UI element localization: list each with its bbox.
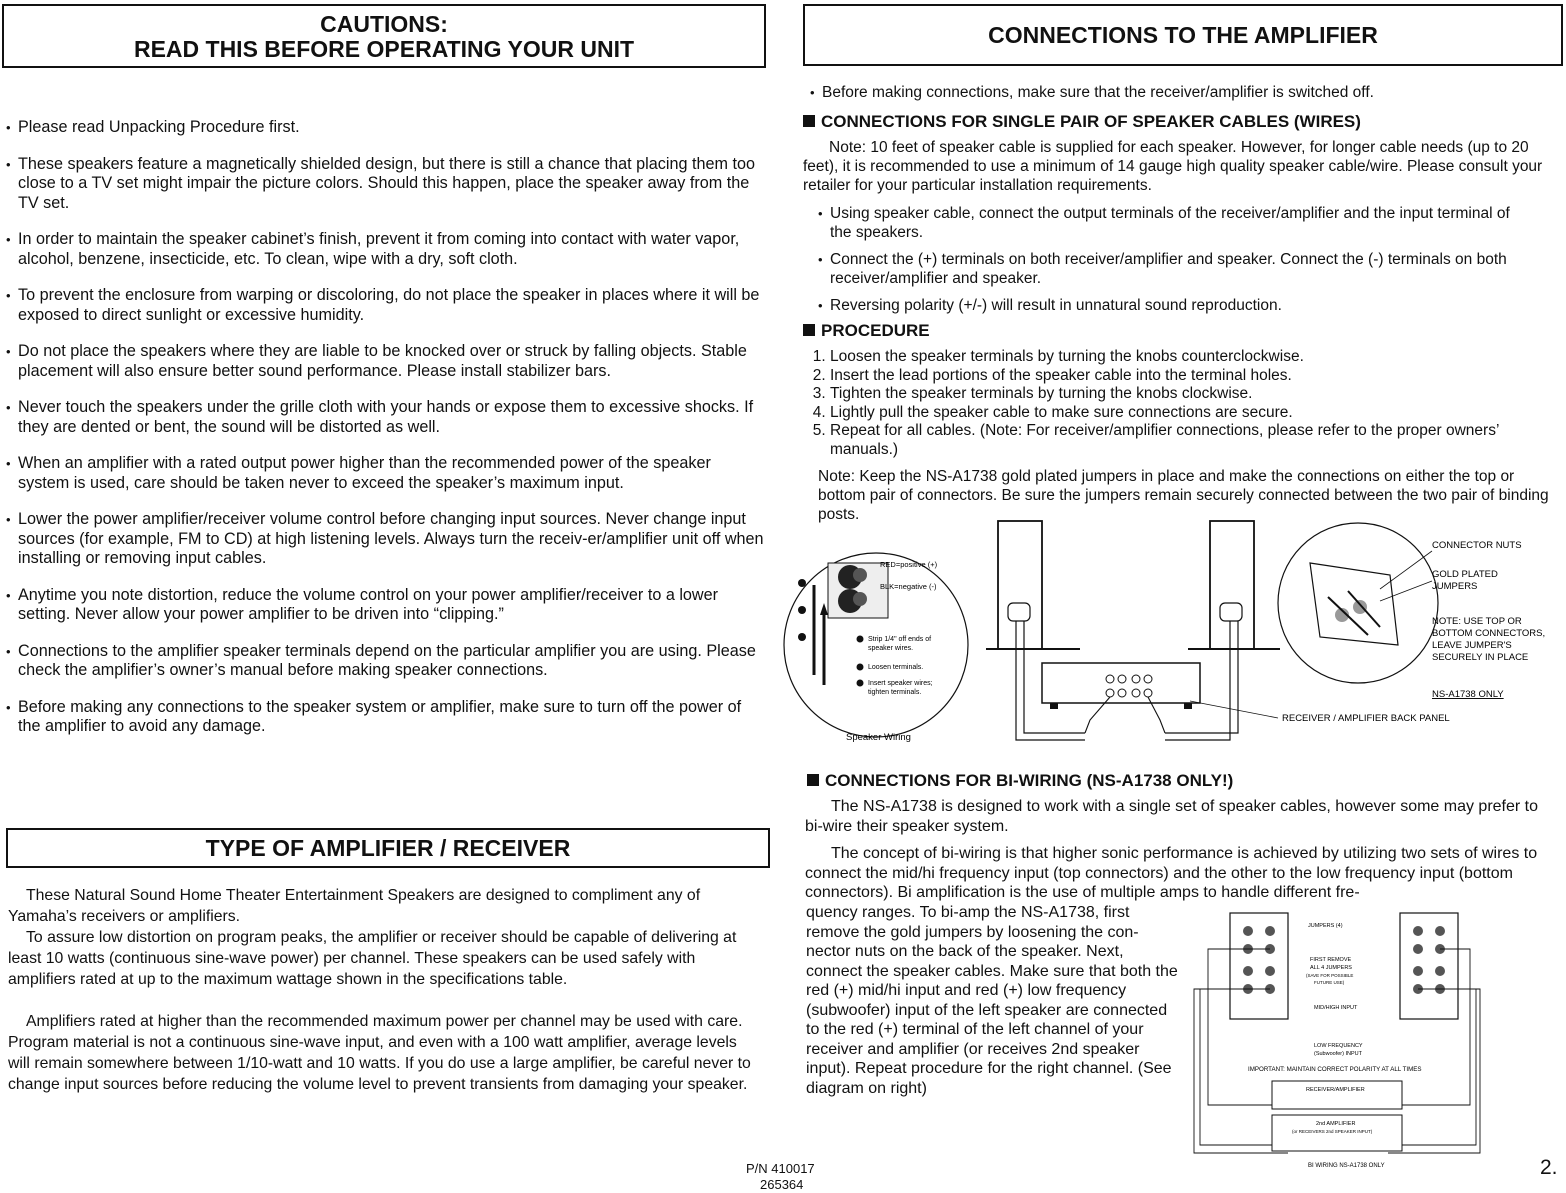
amp-type-title: TYPE OF AMPLIFIER / RECEIVER: [205, 835, 571, 861]
biwiring-paragraph-2a: The concept of bi-wiring is that higher sonic performance is achieved by utilizing two sets of wires to connect the mid/hi frequency input (top connectors) and the other to the low frequency input (bottom connectors). Bi amplification is the use of multiple amps to handle different fre-: [805, 845, 1538, 901]
caution-item: • To prevent the enclosure from warping or discoloring, do not place the speaker in places where it will be exposed to direct sunlight or excessive humidity.: [6, 286, 764, 325]
jumpers-label: JUMPERS: [1432, 581, 1478, 592]
red-positive-label: RED=positive (+): [880, 560, 938, 569]
left-speaker-icon: [986, 521, 1080, 649]
right-speaker-terminal-icon: [1400, 913, 1458, 1019]
procedure-step: 2. Insert the lead portions of the speaker cable into the terminal holes.: [830, 367, 1530, 386]
lowfreq-label-2: (Subwoofer) INPUT: [1314, 1051, 1362, 1057]
ns-only-label: NS-A1738 ONLY: [1432, 689, 1504, 700]
biwiring-paragraph-2b: quency ranges. To bi-amp the NS-A1738, first remove the gold jumpers by loosening the con-nector nuts on the back of the speaker. Next, connect the speaker cables. Make sure that both the red (+) mid/hi input and red (+) low frequency (subwoofer) input of the left speaker are connected to the red (+) terminal of the left channel of your receiver and amplifier (or receives 2nd speaker input). Repeat procedure for the right channel. (See diagram on right): [806, 904, 1178, 1097]
amp-type-paragraph-1: These Natural Sound Home Theater Entertainment Speakers are designed to compliment any of Yamaha’s receivers or amplifiers.: [8, 887, 701, 925]
step3-label: Insert speaker wires;: [868, 680, 933, 687]
square-bullet-icon: [807, 774, 819, 786]
biwiring-heading: [807, 771, 1233, 791]
single-pair-heading-text: CONNECTIONS FOR SINGLE PAIR OF SPEAKER CABLES (WIRES): [821, 112, 1361, 131]
document-code: 265364: [760, 1177, 804, 1192]
connections-intro: [810, 83, 1550, 103]
note-label-4: SECURELY IN PLACE: [1432, 652, 1529, 663]
amp2-label-1: 2nd AMPLIFIER: [1316, 1121, 1356, 1127]
caution-item: • These speakers feature a magnetically shielded design, but there is still a chance that placing them too close to a TV set might impair the picture colors. Should this happen, place the speaker away from the TV set.: [6, 155, 764, 214]
step2-label: Loosen terminals.: [868, 664, 924, 671]
procedure-step: 4. Lightly pull the speaker cable to make sure connections are secure.: [830, 404, 1530, 423]
single-pair-item: • Using speaker cable, connect the output terminals of the receiver/amplifier and the input terminal of the speakers.: [818, 204, 1518, 242]
procedure-step: 5. Repeat for all cables. (Note: For receiver/amplifier connections, please refer to the proper owners’ manuals.): [830, 422, 1530, 459]
single-pair-item: • Reversing polarity (+/-) will result in unnatural sound reproduction.: [818, 296, 1518, 315]
right-speaker-icon: [1188, 521, 1280, 649]
connections-intro-text: • Before making connections, make sure that the receiver/amplifier is switched off.: [810, 83, 1550, 103]
caution-item: • Please read Unpacking Procedure first.: [6, 118, 764, 138]
receiver-back-panel-icon: [1042, 663, 1200, 709]
left-speaker-terminal-icon: [1230, 913, 1288, 1019]
square-bullet-icon: [803, 324, 815, 336]
single-pair-note: Note: 10 feet of speaker cable is supplied for each speaker. However, for longer cable needs (up to 20 feet), it is recommended to use a minimum of 14 gauge high quality speaker cable/wire. Please consult your retailer for your particular installation requirements.: [803, 139, 1543, 194]
caution-item: • Anytime you note distortion, reduce the volume control on your power amplifier/receiver to a lower setting. Never allow your power amplifier to be driven into “clipping.”: [6, 586, 764, 625]
part-number: P/N 410017: [746, 1161, 815, 1176]
caution-item: • Before making any connections to the speaker system or amplifier, make sure to turn off the power of the amplifier to avoid any damage.: [6, 698, 764, 737]
single-pair-item: • Connect the (+) terminals on both receiver/amplifier and speaker. Connect the (-) terminals on both receiver/amplifier and speaker.: [818, 250, 1518, 288]
back-panel-label: RECEIVER / AMPLIFIER BACK PANEL: [1282, 713, 1450, 724]
amp-type-paragraph-2: To assure low distortion on program peaks, the amplifier or receiver should be capable of delivering at least 10 watts (continuous sine-wave power) per channel. These speakers can be used safely with amplifiers rated at up to the maximum wattage shown in the specifications table.: [8, 929, 737, 988]
gold-jumper-icon: [1310, 563, 1398, 645]
connections-header: [803, 4, 1563, 66]
lowfreq-label-1: LOW FREQUENCY: [1314, 1043, 1363, 1049]
jumper-note: Note: Keep the NS-A1738 gold plated jumpers in place and make the connections on either the top or bottom pair of connectors. Be sure the jumpers remain securely connected between the two pair of binding posts.: [818, 468, 1549, 523]
procedure-step: 1. Loosen the speaker terminals by turning the knobs counterclockwise.: [830, 348, 1530, 367]
gold-plated-label: GOLD PLATED: [1432, 569, 1498, 580]
caution-item: • Connections to the amplifier speaker terminals depend on the particular amplifier you are using. Please check the amplifier’s owner’s manual before making speaker connections.: [6, 642, 764, 681]
biwiring-paragraph-1: The NS-A1738 is designed to work with a single set of speaker cables, however some may prefer to bi-wire their speaker system.: [805, 798, 1539, 835]
biwiring-diagram: [1188, 905, 1484, 1175]
amp-type-header: [6, 828, 770, 868]
step3b-label: tighten terminals.: [868, 689, 922, 696]
note-label-3: LEAVE JUMPER'S: [1432, 640, 1512, 651]
step1-label: Strip 1/4" off ends of: [868, 636, 932, 643]
note-label-1: NOTE: USE TOP OR: [1432, 616, 1522, 627]
caution-item: • Never touch the speakers under the grille cloth with your hands or expose them to excessive shocks. If they are dented or bent, the sound will be distorted as well.: [6, 398, 764, 437]
jumpers4-label: JUMPERS (4): [1308, 923, 1343, 929]
midhigh-label: MID/HIGH INPUT: [1314, 1005, 1358, 1011]
biwiring-caption: BI WIRING NS-A1738 ONLY: [1308, 1163, 1385, 1169]
cautions-list: [6, 118, 764, 737]
procedure-heading-text: PROCEDURE: [821, 321, 930, 340]
page-number: 2.: [1540, 1156, 1558, 1179]
connections-title: CONNECTIONS TO THE AMPLIFIER: [988, 22, 1378, 48]
single-pair-bullets: [818, 204, 1518, 315]
single-pair-heading: [803, 112, 1563, 132]
first-remove-label-3: (SAVE FOR POSSIBLE: [1306, 973, 1354, 978]
caution-item: • In order to maintain the speaker cabinet’s finish, prevent it from coming into contact with water vapor, alcohol, benzene, insecticide, etc. To clean, wipe with a dry, soft cloth.: [6, 230, 764, 269]
speaker-wiring-caption: Speaker Wiring: [846, 732, 911, 743]
first-remove-label-2: ALL 4 JUMPERS: [1310, 965, 1352, 971]
caution-item: • Lower the power amplifier/receiver volume control before changing input sources. Never change input sources (for example, FM to CD) at high listening levels. Always turn the receiv-er/amplifier unit off when installing or removing input cables.: [6, 510, 764, 569]
receiver-label: RECEIVER/AMPLIFIER: [1306, 1087, 1365, 1093]
speaker-wiring-diagram: [780, 515, 1566, 750]
procedure-steps: [802, 348, 1530, 459]
procedure-heading: [803, 321, 930, 341]
connector-nuts-label: CONNECTOR NUTS: [1432, 540, 1522, 551]
amp2-label-2: (or RECEIVERS 2nd SPEAKER INPUT): [1292, 1129, 1373, 1134]
note-label-2: BOTTOM CONNECTORS,: [1432, 628, 1546, 639]
caution-item: • Do not place the speakers where they are liable to be knocked over or struck by falling objects. Stable placement will also ensure better sound performance. Please install stabilizer bars.: [6, 342, 764, 381]
cautions-title-line2: READ THIS BEFORE OPERATING YOUR UNIT: [133, 36, 635, 62]
caution-item: • When an amplifier with a rated output power higher than the recommended power of the speaker system is used, care should be taken never to exceed the speaker’s maximum input.: [6, 454, 764, 493]
cautions-header: [2, 4, 766, 68]
square-bullet-icon: [803, 115, 815, 127]
procedure-step: 3. Tighten the speaker terminals by turning the knobs clockwise.: [830, 385, 1530, 404]
important-label: IMPORTANT: MAINTAIN CORRECT POLARITY AT ALL TIMES: [1248, 1066, 1422, 1073]
step1b-label: speaker wires.: [868, 645, 914, 652]
cautions-title-line1: CAUTIONS:: [320, 11, 448, 37]
blk-negative-label: BLK=negative (-): [880, 582, 937, 591]
biwiring-heading-text: CONNECTIONS FOR BI-WIRING (NS-A1738 ONLY!): [825, 771, 1234, 790]
first-remove-label-1: FIRST REMOVE: [1310, 957, 1352, 963]
first-remove-label-4: FUTURE USE): [1314, 980, 1345, 985]
receiver-box: [1272, 1081, 1402, 1109]
amp-type-paragraph-3: Amplifiers rated at higher than the recommended maximum power per channel may be used with care. Program material is not a continuous sine-wave input, and even with a 100 watt amplifier, average levels will remain somewhere between 1/10-watt and 10 watts. If you do use a large amplifier, be careful never to change input sources before reducing the volume level to prevent transients from damaging your speaker.: [8, 1013, 751, 1093]
